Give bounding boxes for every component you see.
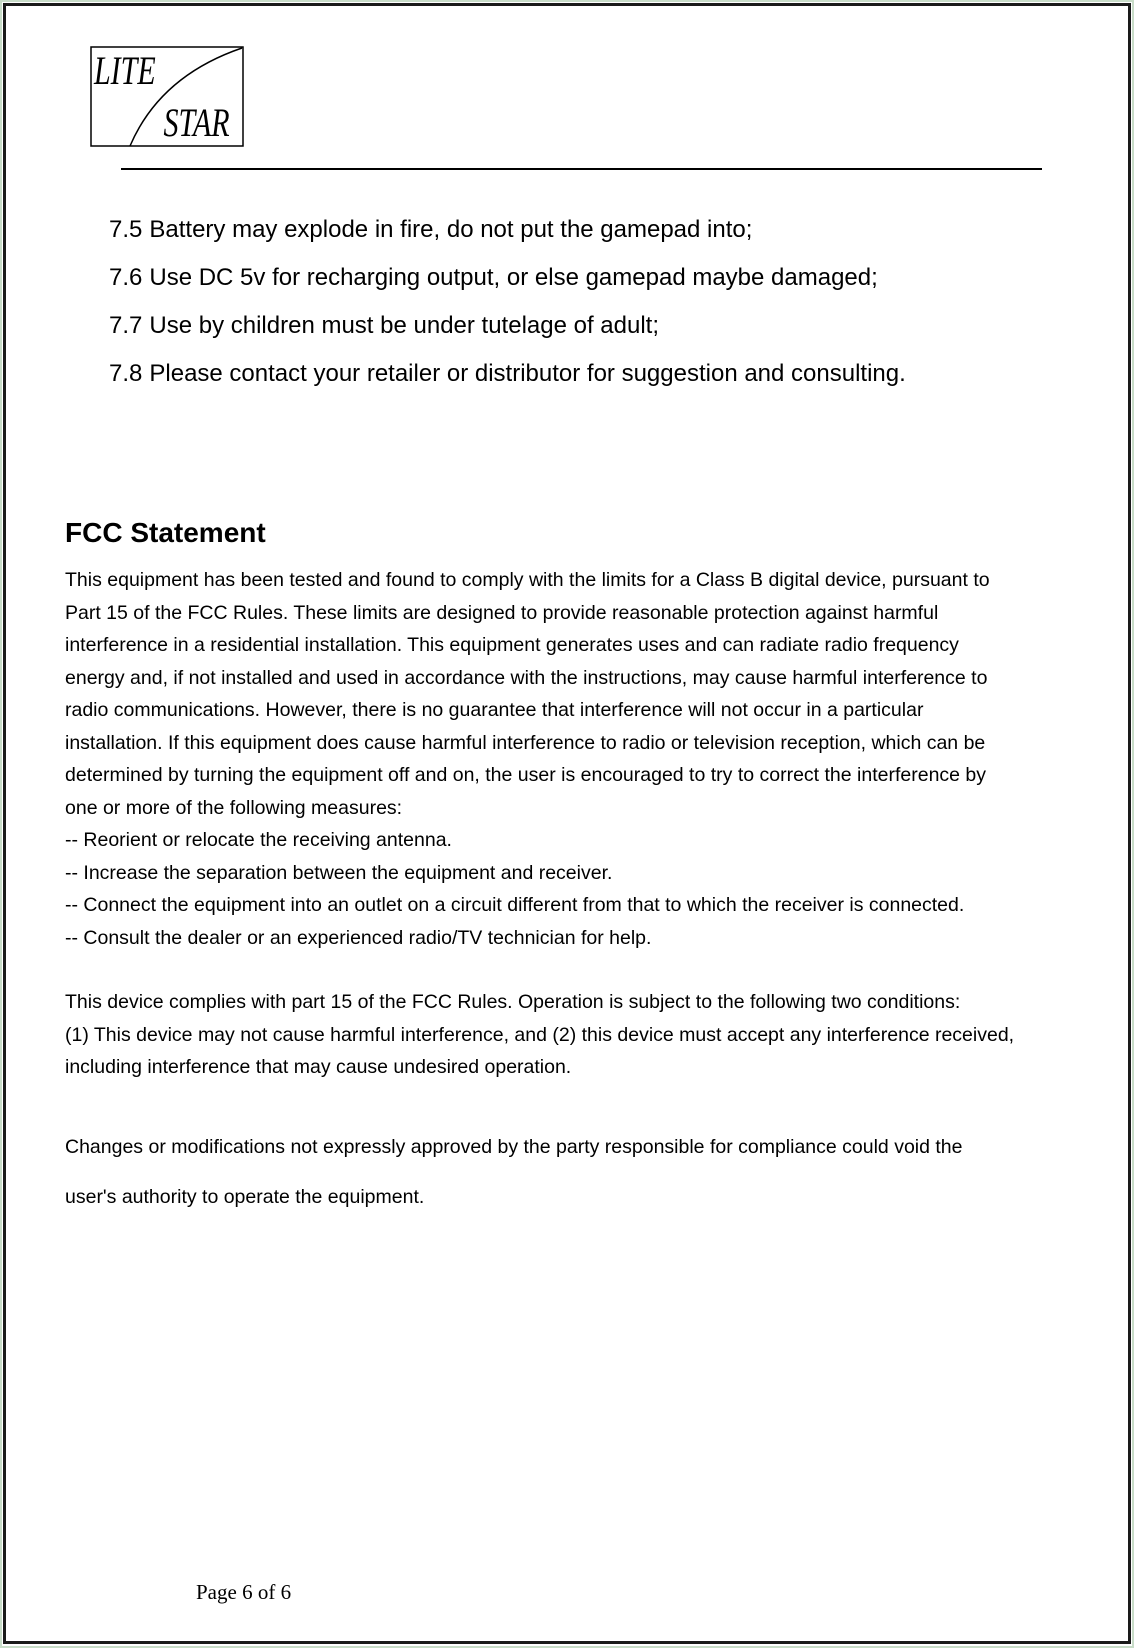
text-line: determined by turning the equipment off and on, the user is encouraged to try to correct the interference by — [65, 764, 987, 786]
text-line: This equipment has been tested and found to comply with the limits for a Class B digital device, pursuant to — [65, 569, 990, 591]
text-line: interference in a residential installation. This equipment generates uses and can radiate radio frequency — [65, 634, 959, 656]
text-line: Changes or modifications not expressly approved by the party responsible for compliance could void the — [65, 1135, 963, 1158]
logo-text-star: STAR — [163, 99, 230, 146]
text-line: (1) This device may not cause harmful interference, and (2) this device must accept any interference received, — [65, 1023, 1015, 1046]
fcc-title: FCC Statement — [65, 517, 266, 548]
text-line: one or more of the following measures: — [65, 796, 403, 819]
header-rule — [121, 168, 1042, 170]
text-line: Part 15 of the FCC Rules. These limits are designed to provide reasonable protection against harmful — [65, 601, 939, 624]
warning-number: 7.8 — [109, 360, 143, 387]
measure-item: -- Connect the equipment into an outlet on a circuit different from that to which the receiver is connected. — [65, 894, 965, 916]
fcc-paragraph-conditions — [65, 986, 1085, 1084]
measure-item: -- Reorient or relocate the receiving antenna. — [65, 829, 452, 851]
logo-text-lite: LITE — [93, 47, 156, 94]
warning-item — [109, 312, 906, 360]
warning-text: Please contact your retailer or distributor for suggestion and consulting. — [149, 360, 906, 387]
warning-number: 7.5 — [109, 216, 143, 243]
text-line: energy and, if not installed and used in accordance with the instructions, may cause harmful interference to — [65, 666, 988, 689]
warning-number: 7.6 — [109, 264, 143, 291]
warning-text: Use DC 5v for recharging output, or else gamepad maybe damaged; — [149, 264, 878, 291]
warnings-list — [109, 216, 906, 408]
page-number: Page 6 of 6 — [196, 1580, 292, 1604]
warning-text: Battery may explode in fire, do not put the gamepad into; — [149, 216, 753, 243]
warning-item — [109, 264, 906, 312]
text-line: radio communications. However, there is no guarantee that interference will not occur in a particular — [65, 699, 924, 721]
text-line: user's authority to operate the equipment. — [65, 1185, 425, 1208]
measure-item: -- Consult the dealer or an experienced radio/TV technician for help. — [65, 926, 652, 949]
fcc-paragraph-modifications — [65, 1122, 1085, 1222]
lite-star-logo — [90, 46, 244, 147]
measure-item: -- Increase the separation between the equipment and receiver. — [65, 861, 613, 884]
text-line: installation. If this equipment does cause harmful interference to radio or television reception, which can be — [65, 731, 986, 754]
warning-number: 7.7 — [109, 312, 143, 339]
warning-item — [109, 360, 906, 408]
text-line: This device complies with part 15 of the FCC Rules. Operation is subject to the following two conditions: — [65, 991, 961, 1013]
warning-item — [109, 216, 906, 264]
fcc-statement-section — [65, 516, 1085, 1222]
fcc-paragraph-compliance — [65, 564, 1085, 954]
logo-graphic — [90, 46, 244, 147]
warning-text: Use by children must be under tutelage of adult; — [149, 312, 660, 339]
text-line: including interference that may cause undesired operation. — [65, 1056, 572, 1078]
